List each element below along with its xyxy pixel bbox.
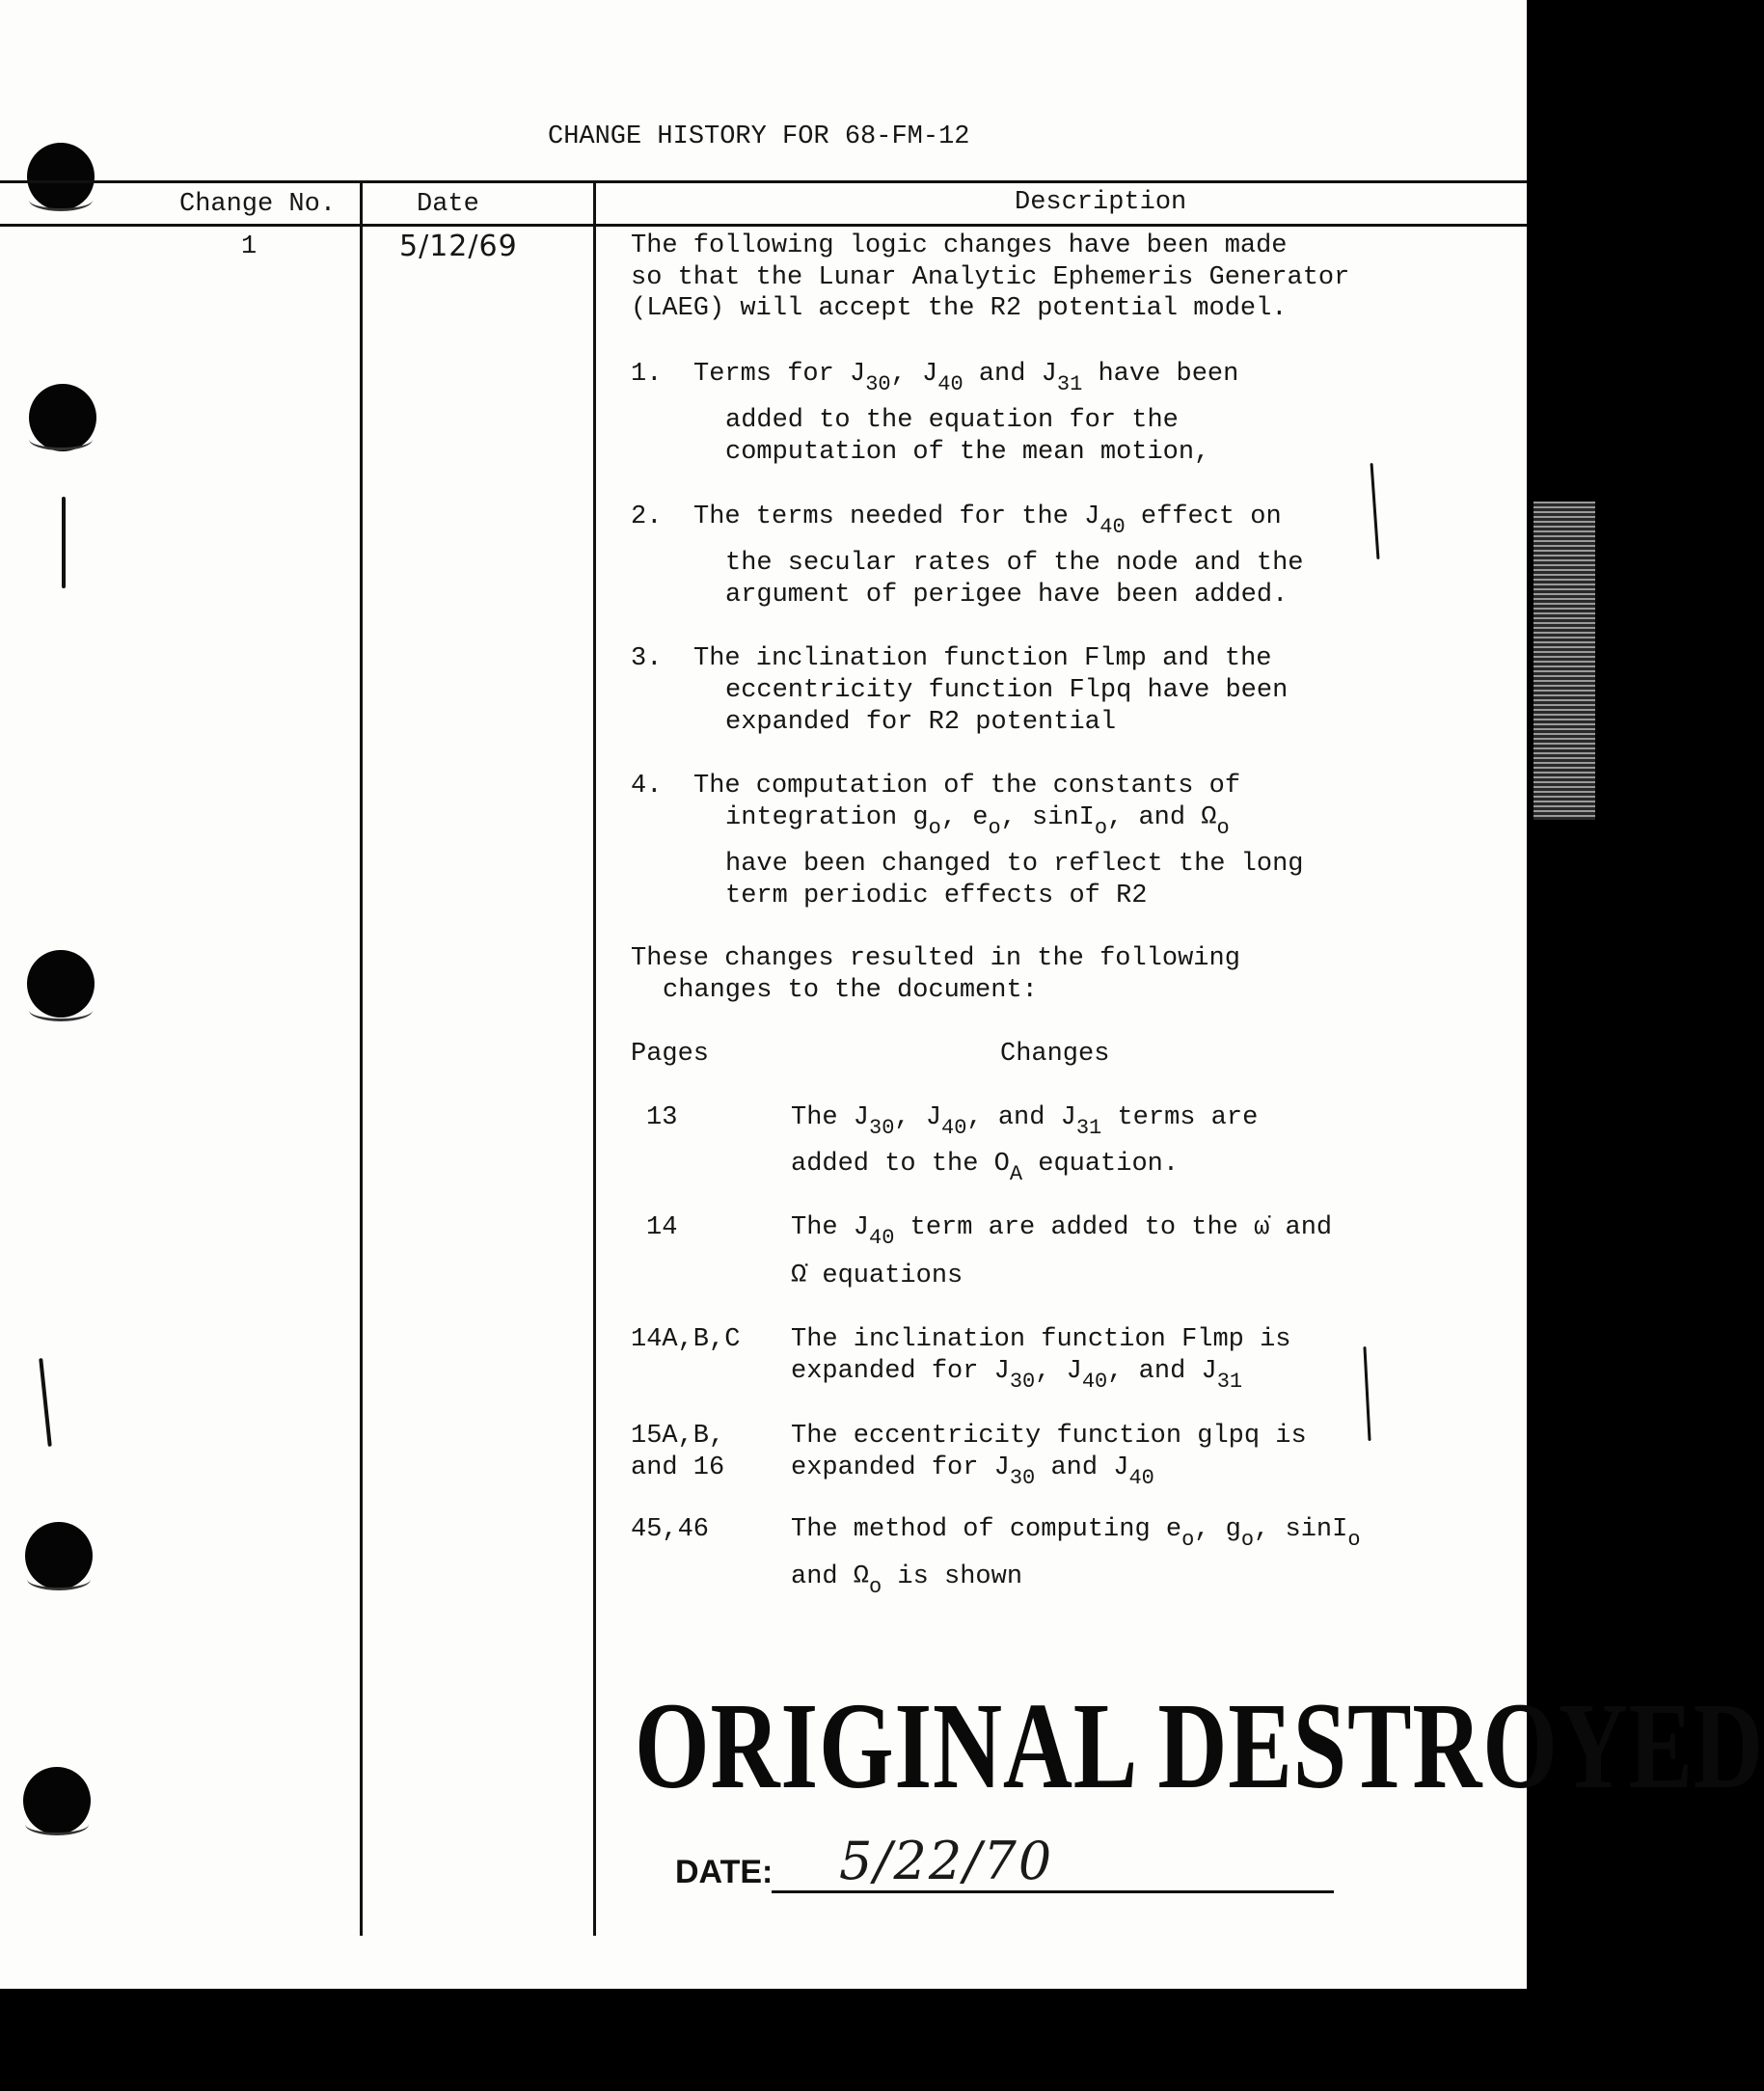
binder-hole-shadow-4 [27,1568,91,1590]
table-top-rule [0,180,1527,183]
change-45-line-1: The method of computing $e_o$, $g_o$, sinI$_o$ [791,1515,1361,1552]
change-bar-2 [1363,1346,1370,1441]
change-13-line-2: added to the $O_A$ equation. [791,1150,1180,1186]
page-ref-16: and 16 [631,1453,725,1482]
item-4-line-1: The computation of the constants of [693,772,1241,801]
intro-line-1: The following logic changes have been made [631,231,1288,260]
column-header-description: Description [1015,188,1187,217]
summary-line-2: changes to the document: [663,976,1038,1005]
binder-hole-shadow-5 [25,1813,89,1835]
page-ref-15ab: 15A,B, [631,1422,725,1451]
binder-hole-shadow-3 [29,999,93,1021]
pages-header: Pages [631,1040,710,1069]
binder-hole-shadow-1 [29,189,93,211]
intro-line-2: so that the Lunar Analytic Ephemeris Generator [631,263,1350,292]
item-2-line-3: argument of perigee have been added. [725,581,1289,610]
scanner-edge-strip [1533,502,1595,820]
stamp-date-value: 5/22/70 [839,1831,1054,1891]
item-4-line-2: integration $g_o$, $e_o$, sinI$_o$, and $\Omega_o$ [725,803,1230,840]
item-3-line-2: eccentricity function Flpq have been [725,676,1289,705]
change-bar-1 [1370,463,1380,559]
item-number-1: 1. [631,360,663,389]
item-4-line-4: term periodic effects of R2 [725,882,1148,910]
item-2-line-2: the secular rates of the node and the [725,549,1304,578]
page-title: CHANGE HISTORY FOR 68-FM-12 [548,122,970,151]
intro-line-3: (LAEG) will accept the R2 potential model. [631,294,1288,323]
table-header-rule [0,224,1527,227]
change-14abc-line-1: The inclination function Flmp is [791,1325,1291,1354]
item-4-line-3: have been changed to reflect the long [725,850,1304,879]
original-destroyed-stamp: ORIGINAL DESTROYED [635,1677,1764,1814]
column-divider-description [593,180,596,1936]
change-14-line-2: Ω̇ equations [791,1262,963,1290]
changes-header: Changes [1000,1040,1110,1069]
page-ref-14: 14 [646,1213,678,1242]
item-number-2: 2. [631,502,663,531]
change-45-line-2: and $\Omega_o$ is shown [791,1562,1023,1599]
binder-hole-shadow-2 [29,428,93,450]
column-header-date: Date [417,190,479,219]
change-date: 5/12/69 [399,230,518,263]
change-15-line-1: The eccentricity function glpq is [791,1422,1307,1451]
item-2-line-1: The terms needed for the $J_{40}$ effect on [693,502,1282,539]
item-1-line-3: computation of the mean motion, [725,438,1210,467]
page-ref-13: 13 [646,1103,678,1132]
column-header-change-no: Change No. [179,190,337,219]
stamp-date-label: DATE: [675,1854,773,1890]
margin-mark-2 [39,1358,52,1447]
page-ref-45-46: 45,46 [631,1515,710,1544]
change-13-line-1: The $J_{30}$, $J_{40}$, and $J_{31}$ terms are [791,1103,1259,1140]
item-number-4: 4. [631,772,663,801]
item-1-line-1: Terms for $J_{30}$, $J_{40}$ and $J_{31}$ have been [693,360,1239,396]
item-1-line-2: added to the equation for the [725,406,1179,435]
item-3-line-1: The inclination function Flmp and the [693,644,1272,673]
item-number-3: 3. [631,644,663,673]
item-3-line-3: expanded for R2 potential [725,708,1117,737]
change-14-line-1: The $J_{40}$ term are added to the ω̇ and [791,1213,1333,1250]
page-ref-14abc: 14A,B,C [631,1325,741,1354]
change-14abc-line-2: expanded for $J_{30}$, $J_{40}$, and $J_{31}$ [791,1357,1243,1394]
column-divider-date [360,180,363,1936]
summary-line-1: These changes resulted in the following [631,944,1240,973]
change-number: 1 [241,232,258,261]
margin-mark-1 [62,497,66,588]
change-15-line-2: expanded for $J_{30}$ and $J_{40}$ [791,1453,1154,1490]
